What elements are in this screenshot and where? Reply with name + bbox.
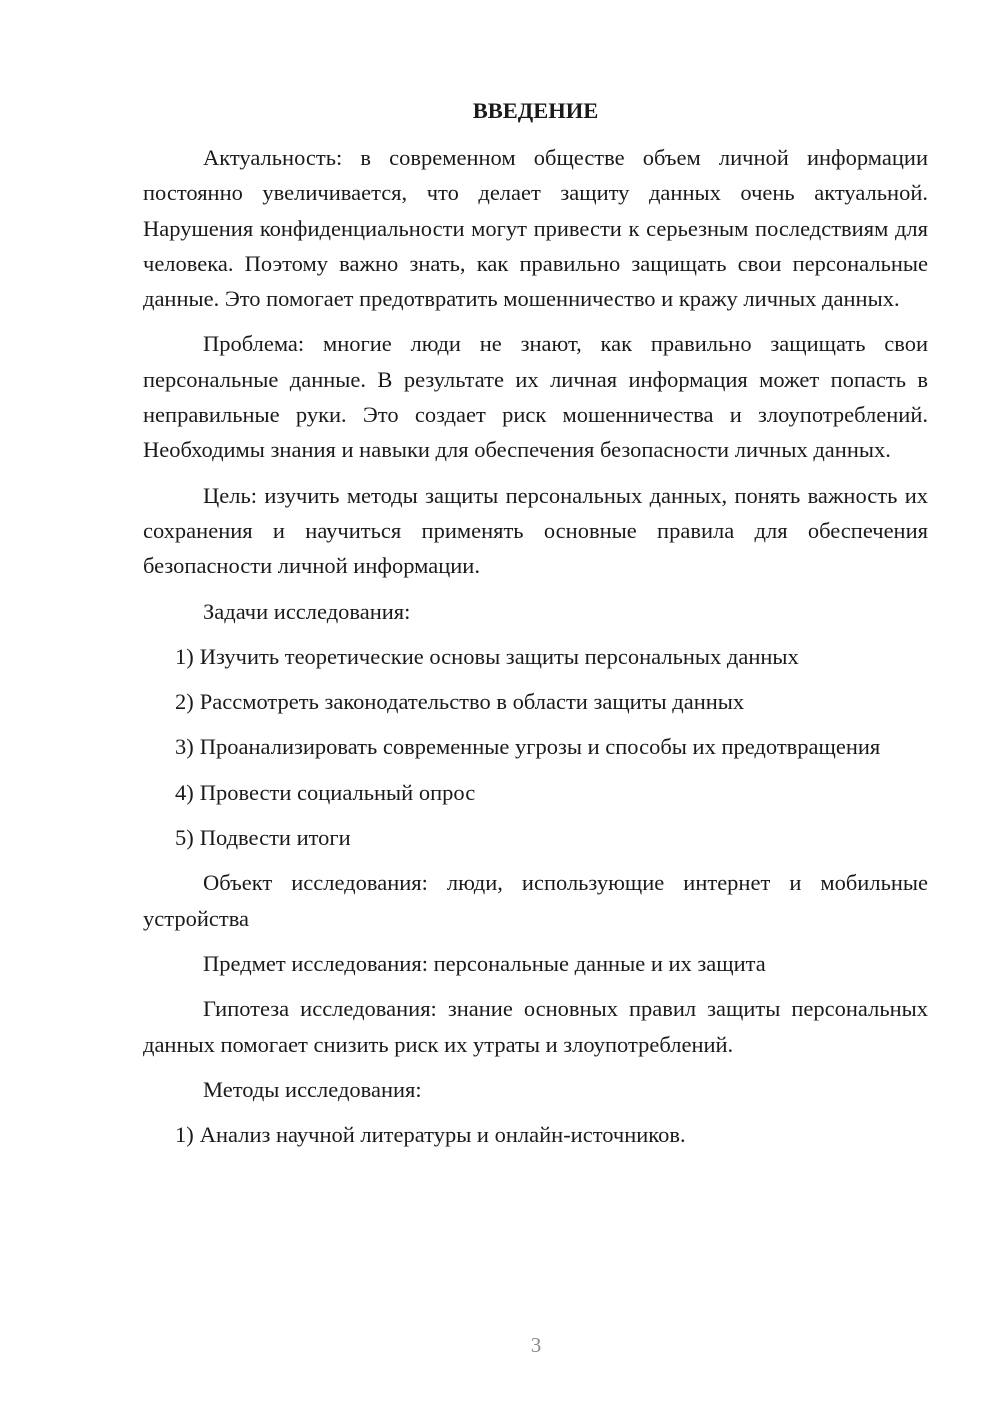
task-number: 5) — [175, 825, 194, 851]
task-item — [143, 775, 928, 810]
subject-paragraph: Предмет исследования: персональные данные и их защита — [203, 950, 766, 976]
task-text: Изучить теоретические основы защиты персональных данных — [199, 643, 799, 669]
task-item — [143, 820, 928, 855]
task-text: Рассмотреть законодательство в области защиты данных — [199, 689, 745, 715]
task-number: 2) — [175, 689, 194, 715]
methods-title: Методы исследования: — [203, 1076, 422, 1102]
method-number: 1) — [175, 1122, 194, 1148]
task-number: 1) — [175, 643, 194, 669]
problem-paragraph: Проблема: многие люди не знают, как правильно защищать свои персональные данные. В результате их личная информация может попасть в неправильные руки. Это создает риск мошенничества и злоупотреблений. Необходимы знания и навыки для обеспечения безопасности личных данных. — [143, 331, 928, 463]
task-text: Провести социальный опрос — [199, 779, 476, 805]
method-text: Анализ научной литературы и онлайн-источников. — [199, 1122, 686, 1148]
relevance-paragraph: Актуальность: в современном обществе объем личной информации постоянно увеличивается, что делает защиту данных очень актуальной. Нарушения конфиденциальности могут привести к серьезным последствиям для человека. Поэтому важно знать, как правильно защищать свои персональные данные. Это помогает предотвратить мошенничество и кражу личных данных. — [143, 145, 928, 312]
task-text: Проанализировать современные угрозы и способы их предотвращения — [199, 734, 881, 760]
page-number: 3 — [530, 1333, 542, 1357]
task-number: 3) — [175, 734, 194, 760]
task-number: 4) — [175, 779, 194, 805]
document-page — [143, 92, 928, 1162]
page-title: ВВЕДЕНИЕ — [472, 98, 599, 123]
task-item — [143, 639, 928, 674]
task-text: Подвести итоги — [199, 825, 351, 851]
method-item — [143, 1117, 928, 1152]
hypothesis-paragraph: Гипотеза исследования: знание основных правил защиты персональных данных помогает снизить риск их утраты и злоупотреблений. — [143, 996, 928, 1057]
goal-paragraph: Цель: изучить методы защиты персональных данных, понять важность их сохранения и научиться применять основные правила для обеспечения безопасности личной информации. — [143, 482, 928, 579]
task-item — [143, 729, 928, 764]
task-item — [143, 684, 928, 719]
object-paragraph: Объект исследования: люди, использующие интернет и мобильные устройства — [143, 870, 928, 931]
tasks-title: Задачи исследования: — [203, 598, 411, 624]
